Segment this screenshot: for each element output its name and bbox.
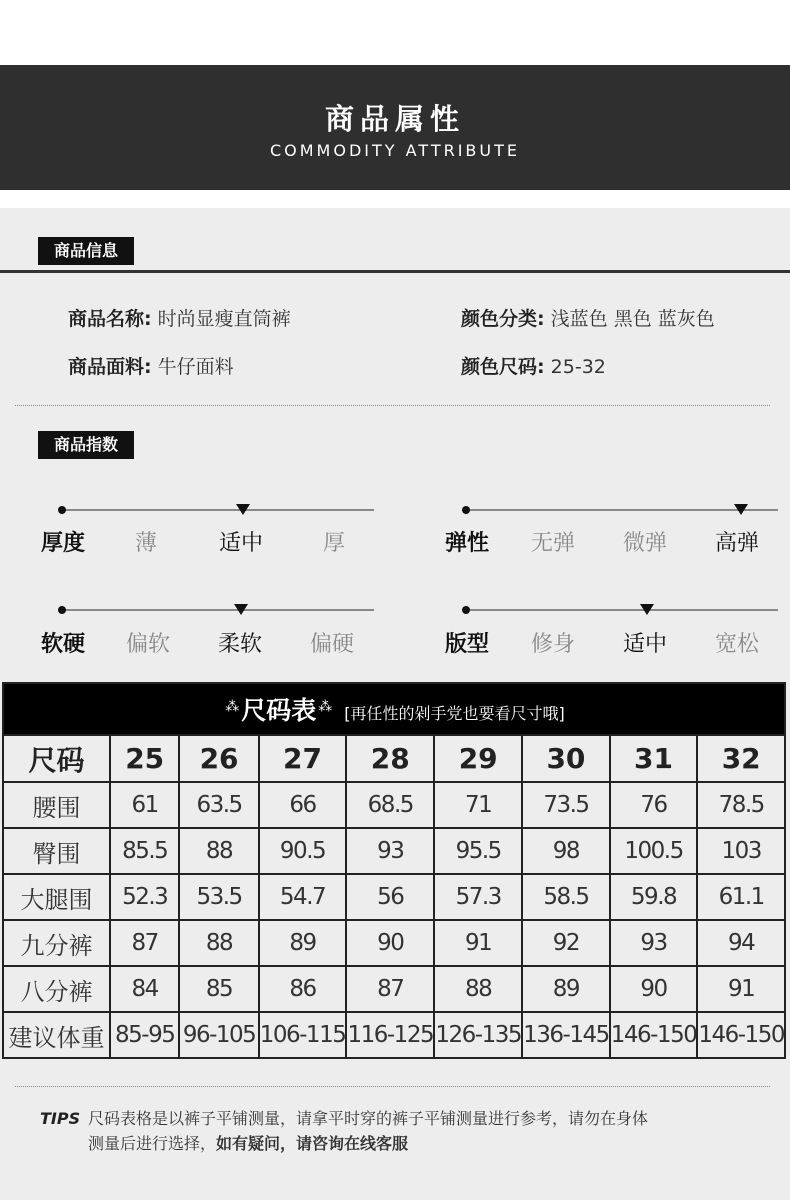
section-tag-info: 商品信息 xyxy=(38,237,134,265)
info-size-range xyxy=(461,352,606,379)
table-row xyxy=(3,920,785,966)
table-cell: 96-105 xyxy=(179,1012,258,1058)
size-table-header-row xyxy=(3,735,785,782)
table-row xyxy=(3,966,785,1012)
section-divider xyxy=(0,270,790,273)
index-option-selected: 适中 xyxy=(623,632,668,657)
table-cell: 90 xyxy=(346,920,434,966)
index-option-selected: 适中 xyxy=(219,531,264,556)
size-table-subtitle: [再任性的剁手党也要看尺寸哦] xyxy=(344,704,565,723)
page-subtitle: COMMODITY ATTRIBUTE xyxy=(269,141,520,160)
scale-start-dot xyxy=(462,606,470,614)
header-cell: 尺码 xyxy=(3,735,110,782)
header-banner xyxy=(0,65,790,190)
row-label: 腰围 xyxy=(3,782,110,828)
info-fabric xyxy=(68,352,234,379)
tips-text: 尺码表格是以裤子平铺测量，请拿平时穿的裤子平铺测量进行参考，请勿在身体 xyxy=(88,1109,649,1128)
table-cell: 87 xyxy=(346,966,434,1012)
table-cell: 85.5 xyxy=(110,828,179,874)
table-cell: 90.5 xyxy=(259,828,347,874)
selected-marker-icon xyxy=(234,604,248,615)
page-title: 商品属性 xyxy=(324,102,465,136)
table-cell: 54.7 xyxy=(259,874,347,920)
row-label: 八分裤 xyxy=(3,966,110,1012)
table-cell: 94 xyxy=(697,920,785,966)
table-row xyxy=(3,1012,785,1058)
table-row xyxy=(3,828,785,874)
index-option: 厚 xyxy=(323,531,346,556)
index-option: 微弹 xyxy=(623,531,668,556)
table-cell: 61 xyxy=(110,782,179,828)
info-value: 浅蓝色 黑色 蓝灰色 xyxy=(550,308,715,330)
tips-text: 测量后进行选择， xyxy=(88,1134,217,1153)
table-cell: 57.3 xyxy=(434,874,522,920)
index-option: 无弹 xyxy=(531,531,576,556)
table-cell: 88 xyxy=(179,920,258,966)
header-cell: 30 xyxy=(522,735,610,782)
table-cell: 95.5 xyxy=(434,828,522,874)
sparkle-icon: ⁂ xyxy=(318,699,333,715)
index-name-thickness: 厚度 xyxy=(41,531,86,556)
info-color-category xyxy=(461,304,715,331)
table-row xyxy=(3,874,785,920)
table-cell: 58.5 xyxy=(522,874,610,920)
table-cell: 89 xyxy=(522,966,610,1012)
size-table-title xyxy=(3,683,785,735)
table-cell: 92 xyxy=(522,920,610,966)
table-row xyxy=(3,782,785,828)
index-option-selected: 柔软 xyxy=(218,632,263,657)
sparkle-icon: ⁂ xyxy=(225,699,240,715)
table-cell: 88 xyxy=(434,966,522,1012)
section-tag-index: 商品指数 xyxy=(38,431,134,459)
table-cell: 61.1 xyxy=(697,874,785,920)
info-value: 25-32 xyxy=(550,356,606,378)
header-cell: 27 xyxy=(259,735,347,782)
table-cell: 53.5 xyxy=(179,874,258,920)
index-name-elasticity: 弹性 xyxy=(445,531,490,556)
scale-start-dot xyxy=(58,506,66,514)
index-option: 宽松 xyxy=(715,632,760,657)
table-cell: 85 xyxy=(179,966,258,1012)
table-cell: 100.5 xyxy=(610,828,698,874)
row-label: 九分裤 xyxy=(3,920,110,966)
table-cell: 63.5 xyxy=(179,782,258,828)
index-scale-thickness xyxy=(62,509,374,511)
table-cell: 91 xyxy=(697,966,785,1012)
index-name-softness: 软硬 xyxy=(41,632,86,657)
info-label: 商品面料: xyxy=(68,356,152,378)
info-label: 颜色尺码: xyxy=(461,356,545,378)
table-cell: 93 xyxy=(346,828,434,874)
table-cell: 87 xyxy=(110,920,179,966)
index-scale-elasticity xyxy=(466,509,778,511)
table-cell: 91 xyxy=(434,920,522,966)
dotted-divider xyxy=(15,405,770,406)
index-option-selected: 高弹 xyxy=(715,531,760,556)
table-cell: 78.5 xyxy=(697,782,785,828)
table-cell: 136-145 xyxy=(522,1012,610,1058)
index-option: 偏软 xyxy=(126,632,171,657)
table-cell: 106-115 xyxy=(259,1012,347,1058)
table-cell: 98 xyxy=(522,828,610,874)
table-cell: 103 xyxy=(697,828,785,874)
index-option: 偏硬 xyxy=(310,632,355,657)
info-product-name xyxy=(68,304,291,331)
header-cell: 26 xyxy=(179,735,258,782)
info-value: 牛仔面料 xyxy=(157,356,234,378)
table-cell: 71 xyxy=(434,782,522,828)
table-cell: 68.5 xyxy=(346,782,434,828)
selected-marker-icon xyxy=(236,504,250,515)
selected-marker-icon xyxy=(640,604,654,615)
tips-line-2 xyxy=(40,1131,740,1156)
table-cell: 146-150 xyxy=(610,1012,698,1058)
header-cell: 31 xyxy=(610,735,698,782)
table-cell: 59.8 xyxy=(610,874,698,920)
table-cell: 85-95 xyxy=(110,1012,179,1058)
tips-note xyxy=(40,1106,740,1156)
tips-line-1 xyxy=(40,1106,740,1131)
header-cell: 29 xyxy=(434,735,522,782)
table-cell: 146-150 xyxy=(697,1012,785,1058)
dotted-divider xyxy=(15,1086,770,1087)
index-option: 薄 xyxy=(135,531,158,556)
table-cell: 126-135 xyxy=(434,1012,522,1058)
table-cell: 90 xyxy=(610,966,698,1012)
row-label: 建议体重 xyxy=(3,1012,110,1058)
table-cell: 93 xyxy=(610,920,698,966)
index-option: 修身 xyxy=(531,632,576,657)
table-cell: 86 xyxy=(259,966,347,1012)
tips-key: TIPS xyxy=(40,1109,81,1128)
table-cell: 56 xyxy=(346,874,434,920)
table-cell: 66 xyxy=(259,782,347,828)
table-cell: 73.5 xyxy=(522,782,610,828)
header-cell: 28 xyxy=(346,735,434,782)
table-cell: 89 xyxy=(259,920,347,966)
index-name-fit: 版型 xyxy=(445,632,490,657)
table-cell: 76 xyxy=(610,782,698,828)
table-cell: 52.3 xyxy=(110,874,179,920)
row-label: 臀围 xyxy=(3,828,110,874)
index-scale-fit xyxy=(466,609,778,611)
scale-start-dot xyxy=(462,506,470,514)
info-label: 颜色分类: xyxy=(461,308,545,330)
info-label: 商品名称: xyxy=(68,308,152,330)
header-cell: 25 xyxy=(110,735,179,782)
table-cell: 88 xyxy=(179,828,258,874)
index-scale-softness xyxy=(62,609,374,611)
tips-text-bold: 如有疑问，请咨询在线客服 xyxy=(216,1134,409,1153)
row-label: 大腿围 xyxy=(3,874,110,920)
scale-start-dot xyxy=(58,606,66,614)
info-value: 时尚显瘦直筒裤 xyxy=(157,308,291,330)
size-table xyxy=(2,682,786,1059)
table-cell: 116-125 xyxy=(346,1012,434,1058)
table-cell: 84 xyxy=(110,966,179,1012)
selected-marker-icon xyxy=(734,504,748,515)
header-cell: 32 xyxy=(697,735,785,782)
size-table-title-text: 尺码表 xyxy=(241,696,317,725)
size-table-title-row xyxy=(3,683,785,735)
